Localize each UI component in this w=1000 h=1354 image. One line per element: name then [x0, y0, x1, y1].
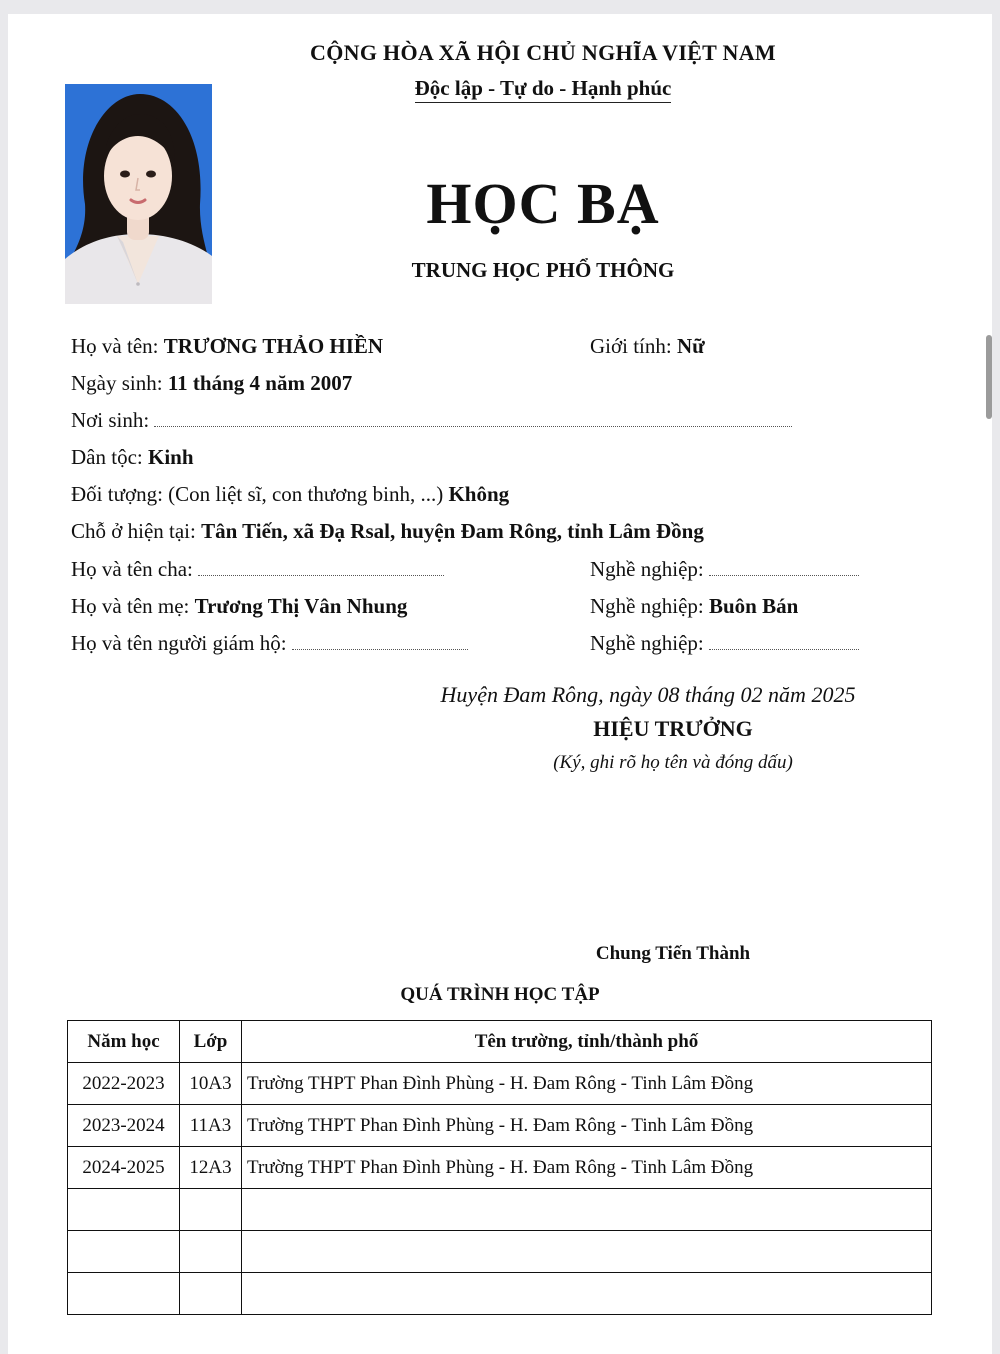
category-label: Đối tượng: (Con liệt sĩ, con thương binh, ...) [71, 482, 444, 506]
name-row [71, 334, 383, 359]
cell-school-name: Trường THPT Phan Đình Phùng - H. Đam Rông - Tinh Lâm Đồng [242, 1105, 932, 1147]
mother-value: Trương Thị Vân Nhung [194, 594, 408, 618]
table-header-row [68, 1021, 932, 1063]
mother-label: Họ và tên mẹ: [71, 594, 190, 618]
father-blank [198, 561, 444, 576]
birthplace-blank [154, 412, 792, 427]
guardian-job-row [590, 631, 859, 656]
mother-job-row [590, 594, 798, 619]
table-row [68, 1231, 932, 1273]
residence-value: Tân Tiến, xã Đạ Rsal, huyện Đam Rông, tỉnh Lâm Đồng [201, 519, 704, 543]
birthplace-label: Nơi sinh: [71, 408, 150, 432]
header-class: Lớp [180, 1021, 242, 1063]
place-date: Huyện Đam Rông, ngày 08 tháng 02 năm 2025 [440, 682, 856, 707]
cell-school-year: 2022-2023 [68, 1063, 180, 1105]
category-row [71, 482, 509, 507]
cell-school-year: 2024-2025 [68, 1147, 180, 1189]
father-label: Họ và tên cha: [71, 557, 193, 581]
signature-note: (Ký, ghi rõ họ tên và đóng dấu) [553, 752, 793, 773]
dob-label: Ngày sinh: [71, 371, 163, 395]
table-row [68, 1147, 932, 1189]
table-row [68, 1189, 932, 1231]
principal-name: Chung Tiến Thành [595, 943, 751, 964]
father-job-blank [709, 561, 859, 576]
father-job-label: Nghề nghiệp: [590, 557, 704, 581]
cell-school-year: 2023-2024 [68, 1105, 180, 1147]
document-title: HỌC BẠ [426, 171, 660, 236]
table-row [68, 1105, 932, 1147]
guardian-label: Họ và tên người giám hộ: [71, 631, 287, 655]
guardian-row [71, 631, 468, 656]
ethnicity-value: Kinh [147, 445, 194, 469]
name-value: TRƯƠNG THẢO HIỀN [163, 334, 384, 358]
principal-title: HIỆU TRƯỞNG [593, 716, 753, 741]
gender-label: Giới tính: [590, 334, 672, 358]
cell-school-year [68, 1189, 180, 1231]
history-table [67, 1020, 932, 1315]
table-row [68, 1273, 932, 1315]
birthplace-row [71, 408, 792, 433]
cell-class [180, 1189, 242, 1231]
motto-text: Độc lập - Tự do - Hạnh phúc [415, 76, 672, 103]
father-row [71, 557, 444, 582]
name-label: Họ và tên: [71, 334, 159, 358]
ethnicity-row [71, 445, 194, 470]
cell-class [180, 1273, 242, 1315]
residence-label: Chỗ ở hiện tại: [71, 519, 196, 543]
cell-school-name [242, 1231, 932, 1273]
cell-class: 11A3 [180, 1105, 242, 1147]
guardian-job-blank [709, 635, 859, 650]
father-job-row [590, 557, 859, 582]
header-school-name: Tên trường, tỉnh/thành phố [242, 1021, 932, 1063]
cell-school-name: Trường THPT Phan Đình Phùng - H. Đam Rông - Tinh Lâm Đồng [242, 1063, 932, 1105]
vertical-scrollbar[interactable] [986, 335, 992, 419]
dob-value: 11 tháng 4 năm 2007 [167, 371, 353, 395]
gender-value: Nữ [676, 334, 705, 358]
category-value: Không [448, 482, 510, 506]
mother-job-label: Nghề nghiệp: [590, 594, 704, 618]
cell-school-name: Trường THPT Phan Đình Phùng - H. Đam Rông - Tinh Lâm Đồng [242, 1147, 932, 1189]
cell-class [180, 1231, 242, 1273]
cell-school-name [242, 1273, 932, 1315]
cell-school-name [242, 1189, 932, 1231]
header-school-year: Năm học [68, 1021, 180, 1063]
mother-row [71, 594, 407, 619]
history-title: QUÁ TRÌNH HỌC TẬP [400, 984, 600, 1005]
document-subtitle: TRUNG HỌC PHỔ THÔNG [411, 258, 675, 282]
cell-class: 12A3 [180, 1147, 242, 1189]
guardian-blank [292, 635, 468, 650]
gender-row [590, 334, 705, 359]
residence-row [71, 519, 704, 544]
document-page [8, 14, 992, 1354]
table-row [68, 1063, 932, 1105]
guardian-job-label: Nghề nghiệp: [590, 631, 704, 655]
ethnicity-label: Dân tộc: [71, 445, 143, 469]
nation-heading: CỘNG HÒA XÃ HỘI CHỦ NGHĨA VIỆT NAM [310, 40, 776, 65]
cell-class: 10A3 [180, 1063, 242, 1105]
dob-row [71, 371, 352, 396]
mother-job-value: Buôn Bán [708, 594, 799, 618]
cell-school-year [68, 1273, 180, 1315]
cell-school-year [68, 1231, 180, 1273]
